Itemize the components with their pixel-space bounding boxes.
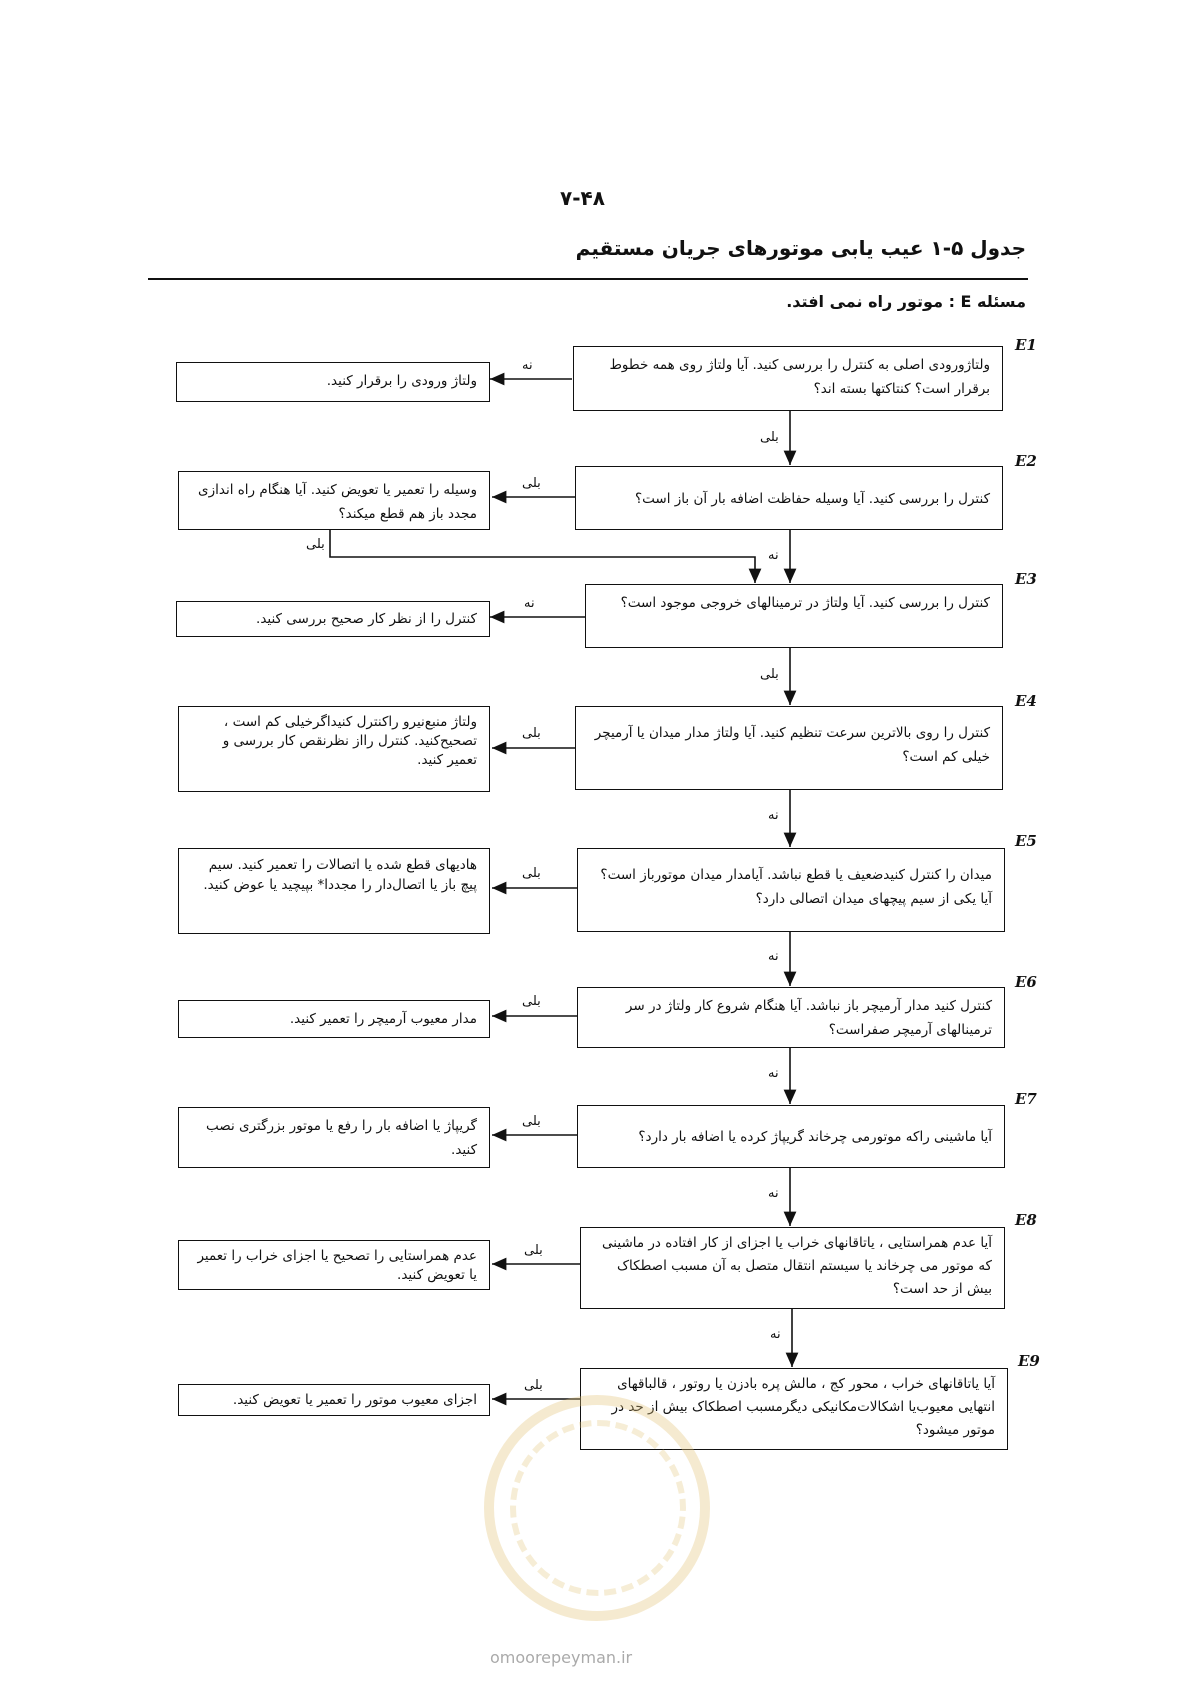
- action-box-e1: ولتاژ ورودی را برقرار کنید.: [176, 362, 490, 402]
- decision-box-e7: آیا ماشینی راکه موتورمی چرخاند گریپاژ کرده یا اضافه بار دارد؟: [577, 1105, 1005, 1168]
- watermark-site: omoorepeyman.ir: [490, 1648, 633, 1667]
- branch-label: بلی: [522, 1114, 541, 1129]
- next-label: نه: [770, 1327, 781, 1342]
- step-id: E1: [1015, 336, 1037, 354]
- branch-label: بلی: [524, 1378, 543, 1393]
- e2-loop-arrow: [330, 530, 755, 583]
- step-id: E2: [1015, 452, 1037, 470]
- action-box-e8: عدم همراستایی را تصحیح یا اجزای خراب را تعمیر یا تعویض کنید.: [178, 1240, 490, 1290]
- next-label: نه: [768, 1066, 779, 1081]
- action-box-e2: وسیله را تعمیر یا تعویض کنید. آیا هنگام راه اندازی مجدد باز هم قطع میکند؟: [178, 471, 490, 530]
- step-id: E4: [1015, 692, 1037, 710]
- branch-label: نه: [524, 596, 535, 611]
- decision-box-e1: ولتاژورودی اصلی به کنترل را بررسی کنید. آیا ولتاژ روی همه خطوط برقرار است؟ کنتاکتها بسته اند؟: [573, 346, 1003, 411]
- branch-label: بلی: [522, 476, 541, 491]
- decision-box-e2: کنترل را بررسی کنید. آیا وسیله حفاظت اضافه بار آن باز است؟: [575, 466, 1003, 530]
- next-label: بلی: [760, 667, 779, 682]
- action-box-e3: کنترل را از نظر کار صحیح بررسی کنید.: [176, 601, 490, 637]
- step-id: E5: [1015, 832, 1037, 850]
- loop-label: بلی: [306, 537, 325, 552]
- branch-label: نه: [522, 358, 533, 373]
- step-id: E3: [1015, 570, 1037, 588]
- decision-box-e4: کنترل را روی بالاترین سرعت تنظیم کنید. آیا ولتاژ مدار میدان یا آرمیچر خیلی کم است؟: [575, 706, 1003, 790]
- step-id: E8: [1015, 1211, 1037, 1229]
- next-label: بلی: [760, 430, 779, 445]
- decision-box-e5: میدان را کنترل کنیدضعیف یا قطع نباشد. آیامدار میدان موتورباز است؟ آیا یکی از سیم پیچهای میدان اتصالی دارد؟: [577, 848, 1005, 932]
- step-id: E6: [1015, 973, 1037, 991]
- action-box-e9: اجزای معیوب موتور را تعمیر یا تعویض کنید.: [178, 1384, 490, 1416]
- branch-label: بلی: [524, 1243, 543, 1258]
- action-box-e6: مدار معیوب آرمیچر را تعمیر کنید.: [178, 1000, 490, 1038]
- next-label: نه: [768, 548, 779, 563]
- decision-box-e9: آیا یاتاقانهای خراب ، محور کج ، مالش پره بادزن یا روتور ، قالباقهای انتهایی معیوب‌یا اشکالات‌مکانیکی دیگرمسبب اصطکاک بیش از حد در موتور میشود؟: [580, 1368, 1008, 1450]
- decision-box-e3: کنترل را بررسی کنید. آیا ولتاژ در ترمینالهای خروجی موجود است؟: [585, 584, 1003, 648]
- watermark-seal-inner: [510, 1420, 686, 1596]
- branch-label: بلی: [522, 994, 541, 1009]
- decision-box-e8: آیا عدم همراستایی ، یاتاقانهای خراب یا اجزای از کار افتاده در ماشینی که موتور می چرخاند یا سیستم انتقال متصل به آن مسبب اصطکاک بیش از حد است؟: [580, 1227, 1005, 1309]
- action-box-e7: گریپاژ یا اضافه بار را رفع یا موتور بزرگتری نصب کنید.: [178, 1107, 490, 1168]
- branch-label: بلی: [522, 866, 541, 881]
- next-label: نه: [768, 1186, 779, 1201]
- branch-label: بلی: [522, 726, 541, 741]
- step-id: E9: [1018, 1352, 1040, 1370]
- problem-statement: مسئله E : موتور راه نمی افتد.: [786, 292, 1026, 311]
- action-box-e5: هادیهای قطع شده یا اتصالات را تعمیر کنید. سیم پیچ باز یا اتصال‌دار را مجددا* بپیچید یا عوض کنید.: [178, 848, 490, 934]
- page-title: جدول ۵-۱ عیب یابی موتورهای جریان مستقیم: [575, 236, 1026, 260]
- action-box-e4: ولتاژ منبع‌نیرو راکنترل کنیداگرخیلی کم است ، تصحیح‌کنید. کنترل رااز نظرنقص کار بررسی و تعمیر کنید.: [178, 706, 490, 792]
- decision-box-e6: کنترل کنید مدار آرمیچر باز نباشد. آیا هنگام شروع کار ولتاژ در سر ترمینالهای آرمیچر صفراست؟: [577, 987, 1005, 1048]
- page-number: ۷-۴۸: [560, 186, 605, 210]
- next-label: نه: [768, 808, 779, 823]
- step-id: E7: [1015, 1090, 1037, 1108]
- next-label: نه: [768, 949, 779, 964]
